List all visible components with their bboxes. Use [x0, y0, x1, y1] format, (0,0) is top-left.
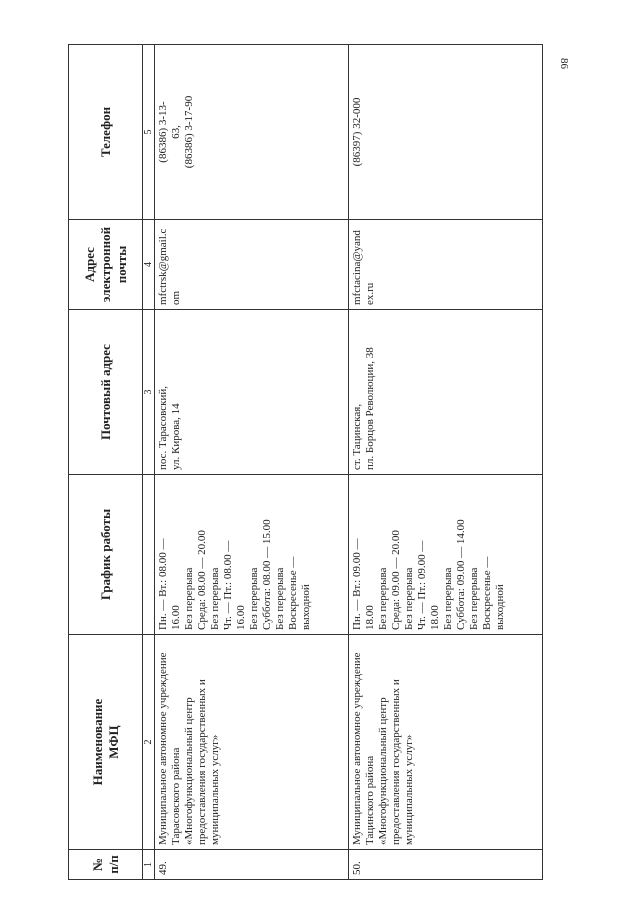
row-schedule: Пн. — Вт.: 08.00 — 16.00 Без перерыва Среда: 08.00 — 20.00 Без перерыва Чт. — Пт.: 08.00 — 16.00 Без перерыва Суббота: 08.00 — 15.00 Без перерыва Воскресенье — выходной — [155, 475, 349, 635]
header-email: Адрес электронной почты — [69, 220, 143, 310]
row-address: ст. Тацинская, пл. Борцов Революции, 38 — [349, 310, 543, 475]
column-number: 3 — [143, 310, 155, 475]
mfc-table — [68, 44, 543, 880]
table-row — [155, 45, 349, 880]
header-num: № п/п — [69, 850, 143, 880]
header-phone: Телефон — [69, 45, 143, 220]
column-number: 5 — [143, 45, 155, 220]
column-number-row — [143, 45, 155, 880]
row-phone: (86386) 3-13- 63, (86386) 3-17-90 — [155, 45, 349, 220]
table-header-row — [69, 45, 143, 880]
column-number: 1 — [143, 850, 155, 880]
table-row — [349, 45, 543, 880]
column-number: 2 — [143, 635, 155, 850]
page-number: 86 — [558, 58, 570, 69]
row-phone: (86397) 32-000 — [349, 45, 543, 220]
row-name: Муниципальное автономное учреждение Тарасовского района «Многофункциональный центр предоставления государственных и муниципальных услуг» — [155, 635, 349, 850]
header-address: Почтовый адрес — [69, 310, 143, 475]
row-address: пос. Тарасовский, ул. Кирова, 14 — [155, 310, 349, 475]
row-num: 49. — [155, 850, 349, 880]
column-number — [143, 475, 155, 635]
header-schedule: График работы — [69, 475, 143, 635]
header-name: Наименование МФЦ — [69, 635, 143, 850]
row-name: Муниципальное автономное учреждение Тацинского района «Многофункциональный центр предоставления государственных и муниципальных услуг» — [349, 635, 543, 850]
row-email: mfctrsk@gmail.c om — [155, 220, 349, 310]
row-email: mfctacina@yand ex.ru — [349, 220, 543, 310]
row-schedule: Пн. — Вт.: 09.00 — 18.00 Без перерыва Среда: 09.00 — 20.00 Без перерыва Чт. — Пт.: 09.00 — 18.00 Без перерыва Суббота: 09.00 — 14.00 Без перерыва Воскресенье — выходной — [349, 475, 543, 635]
column-number: 4 — [143, 220, 155, 310]
document-table-rotated — [68, 45, 542, 880]
row-num: 50. — [349, 850, 543, 880]
